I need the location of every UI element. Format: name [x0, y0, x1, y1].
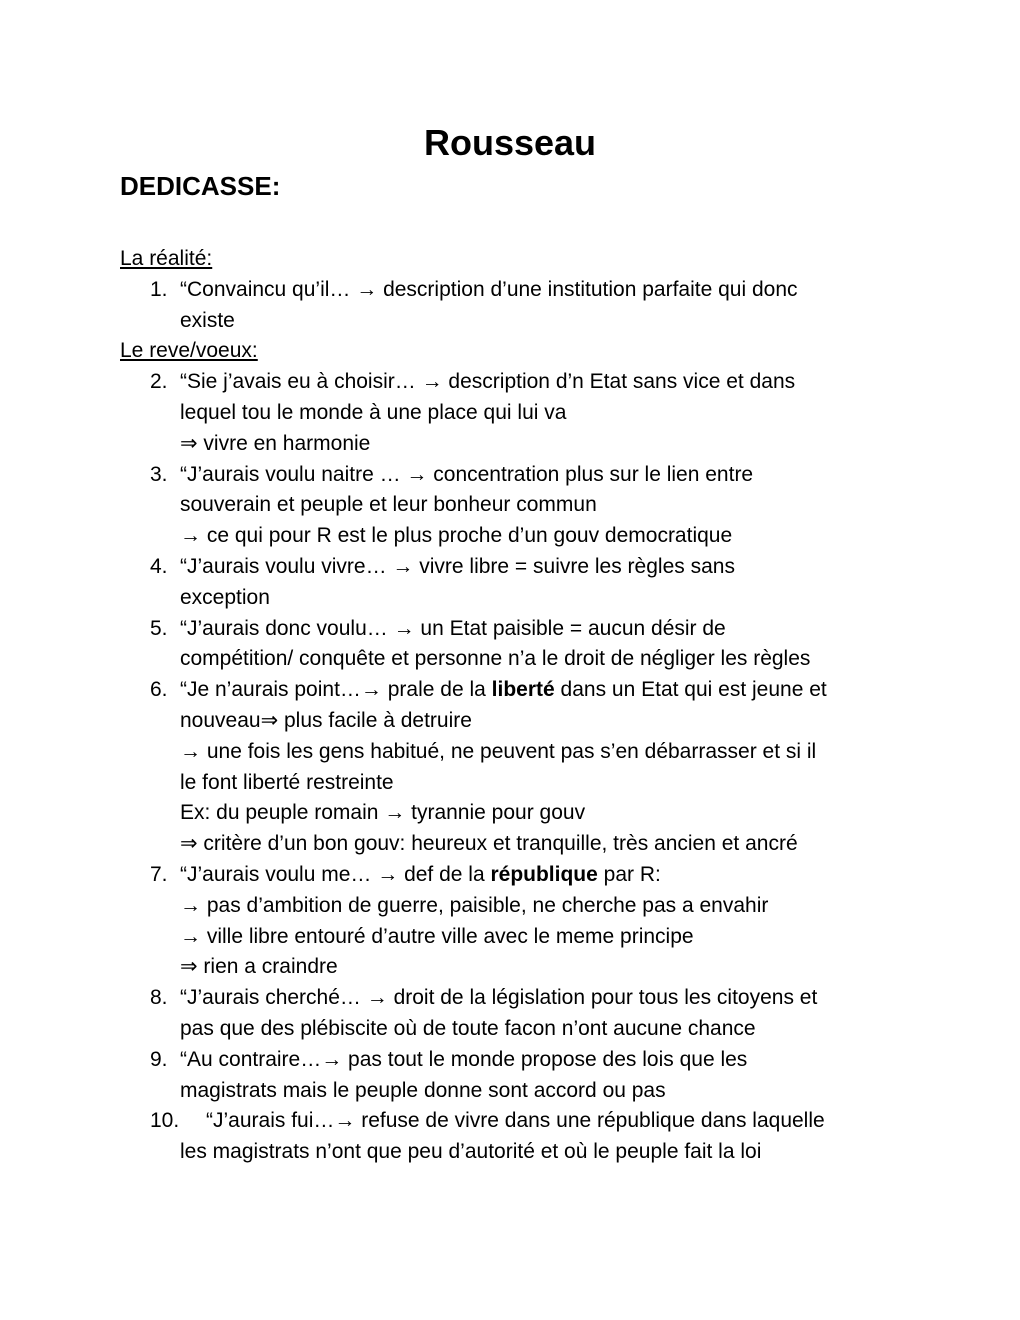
list-item-number: 3. — [150, 462, 168, 486]
list-item-text-segment: “Je n’aurais point…→ prale de la — [180, 678, 492, 702]
list-item — [120, 1106, 910, 1168]
list-item-text: le font liberté restreinte — [180, 770, 394, 794]
list-item — [120, 983, 910, 1045]
list-item-text: → une fois les gens habitué, ne peuvent pas s’en débarrasser et si il — [180, 739, 817, 763]
list-item-text: souverain et peuple et leur bonheur commun — [180, 493, 597, 517]
list-item — [120, 614, 910, 676]
list-item-text: pas que des plébiscite où de toute facon n’ont aucune chance — [180, 1016, 756, 1040]
list-item-text: → ce qui pour R est le plus proche d’un gouv democratique — [180, 524, 733, 548]
list-item-text-segment: dans un Etat qui est jeune et — [554, 678, 827, 702]
list-item-number: 9. — [150, 1047, 168, 1071]
list-item-text: magistrats mais le peuple donne sont accord ou pas — [180, 1078, 666, 1102]
list-item-text: “J’aurais donc voulu… → un Etat paisible = aucun désir de — [180, 616, 726, 640]
list-item-number: 10. — [150, 1109, 180, 1133]
list-item-text: “Au contraire…→ pas tout le monde propose des lois que les — [180, 1047, 748, 1071]
list-item-text-segment: “J’aurais voulu me… → def de la — [180, 862, 491, 886]
list-item-text: les magistrats n’ont que peu d’autorité et où le peuple fait la loi — [180, 1140, 762, 1164]
list-item — [120, 460, 910, 552]
list-item — [120, 275, 910, 337]
list-item-number: 6. — [150, 678, 168, 702]
list-item-text: exception — [180, 585, 270, 609]
emphasis-republique: république — [490, 862, 598, 886]
list-item — [120, 1045, 910, 1107]
list-item-number: 2. — [150, 370, 168, 394]
list-item-text: “Sie j’avais eu à choisir… → description d’n Etat sans vice et dans — [180, 370, 796, 394]
list-item-text: ⇒ rien a craindre — [180, 955, 338, 979]
document-body — [120, 244, 910, 1168]
list-item-text: “J’aurais cherché… → droit de la législation pour tous les citoyens et — [180, 986, 818, 1010]
list-item — [120, 675, 910, 860]
list-item-text: “J’aurais voulu naitre … → concentration plus sur le lien entre — [180, 462, 754, 486]
list-item-text-segment: par R: — [597, 862, 661, 886]
list-item-text: “Convaincu qu’il… → description d’une institution parfaite qui donc — [180, 277, 798, 301]
list-item-text: nouveau⇒ plus facile à detruire — [180, 708, 472, 732]
list-item-text: compétition/ conquête et personne n’a le droit de négliger les règles — [180, 647, 811, 671]
list-item-number: 5. — [150, 616, 168, 640]
page-title: Rousseau — [423, 122, 597, 163]
list-item-text: lequel tou le monde à une place qui lui va — [180, 400, 567, 424]
list-item-text — [180, 675, 910, 706]
list-item-text: → ville libre entouré d’autre ville avec le meme principe — [180, 924, 694, 948]
list-item-number: 1. — [150, 277, 168, 301]
list-item — [120, 552, 910, 614]
list-item — [120, 860, 910, 983]
list-item-number: 8. — [150, 986, 168, 1010]
list-item-text: → pas d’ambition de guerre, paisible, ne cherche pas a envahir — [180, 893, 769, 917]
section-heading: DEDICASSE: — [120, 171, 281, 201]
list-item-text: ⇒ vivre en harmonie — [180, 431, 371, 455]
list-item-text: “J’aurais voulu vivre… → vivre libre = suivre les règles sans — [180, 554, 735, 578]
emphasis-liberte: liberté — [491, 678, 555, 702]
list-item — [120, 367, 910, 459]
list-item-text: ⇒ critère d’un bon gouv: heureux et tranquille, très ancien et ancré — [180, 832, 798, 856]
list-item-text: existe — [180, 308, 235, 332]
list-item-text: “J’aurais fui…→ refuse de vivre dans une république dans laquelle — [206, 1109, 825, 1133]
list-item-number: 7. — [150, 862, 168, 886]
list-item-text — [180, 860, 910, 891]
subheading-dream: Le reve/voeux: — [120, 339, 258, 363]
list-item-text: Ex: du peuple romain → tyrannie pour gouv — [180, 801, 586, 825]
subheading-reality: La réalité: — [120, 247, 213, 270]
list-item-number: 4. — [150, 554, 168, 578]
